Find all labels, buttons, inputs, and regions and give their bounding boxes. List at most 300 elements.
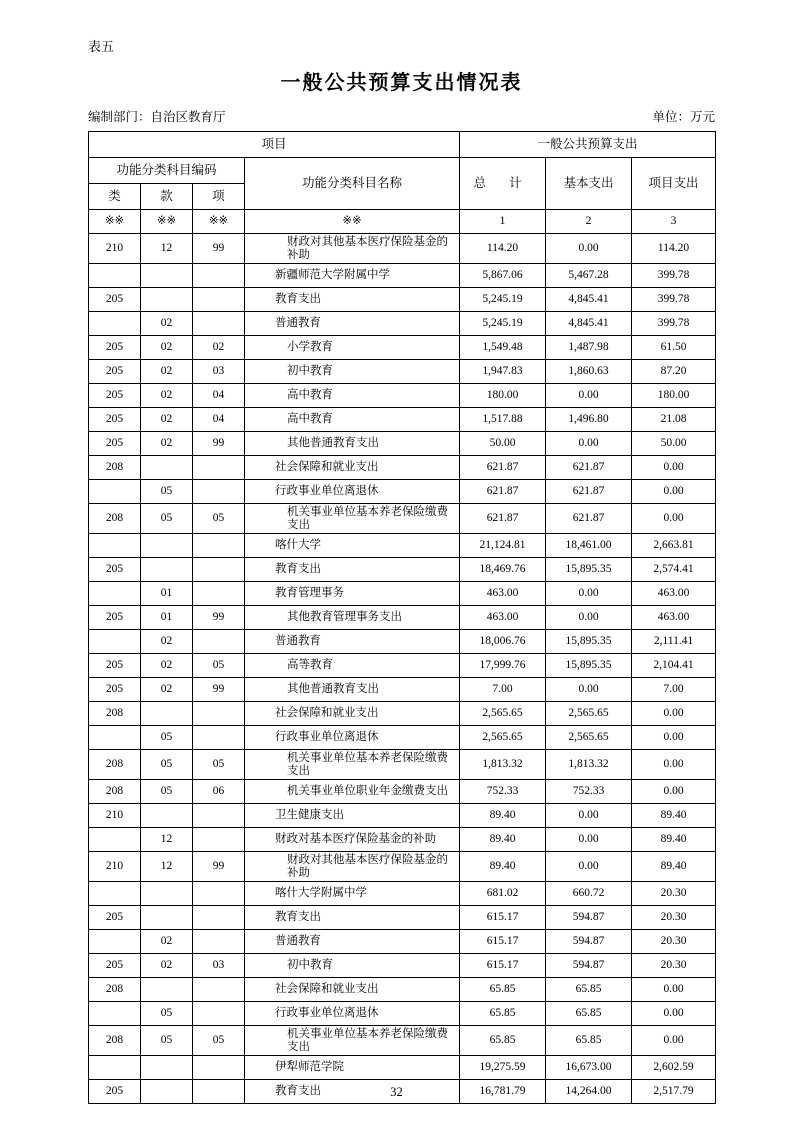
table-header <box>89 132 716 234</box>
cell-item: 399.78 <box>632 264 716 288</box>
cell-xiang <box>193 828 245 852</box>
cell-xiang <box>193 804 245 828</box>
table-row <box>89 408 716 432</box>
cell-kuan: 02 <box>141 654 193 678</box>
cell-kuan <box>141 558 193 582</box>
cell-kuan <box>141 534 193 558</box>
subject-name-text: 其他普通教育支出 <box>287 437 379 450</box>
cell-kuan <box>141 264 193 288</box>
cell-kuan: 02 <box>141 930 193 954</box>
table-body <box>89 234 716 1104</box>
cell-lei: 205 <box>89 360 141 384</box>
subject-name-text: 普通教育 <box>275 935 321 948</box>
cell-basic: 752.33 <box>546 780 632 804</box>
header-num-basic: 2 <box>546 210 632 234</box>
cell-total: 7.00 <box>460 678 546 702</box>
table-row <box>89 654 716 678</box>
cell-subject-name <box>245 504 460 534</box>
header-name-col: 功能分类科目名称 <box>245 158 460 210</box>
cell-basic: 2,565.65 <box>546 726 632 750</box>
cell-basic: 0.00 <box>546 384 632 408</box>
cell-basic: 0.00 <box>546 234 632 264</box>
cell-lei: 208 <box>89 456 141 480</box>
cell-basic: 4,845.41 <box>546 312 632 336</box>
header-mark-lei: ※※ <box>89 210 141 234</box>
table-row <box>89 1026 716 1056</box>
cell-total: 19,275.59 <box>460 1056 546 1080</box>
cell-total: 615.17 <box>460 954 546 978</box>
cell-lei: 205 <box>89 384 141 408</box>
cell-lei <box>89 882 141 906</box>
cell-lei: 210 <box>89 804 141 828</box>
table-row <box>89 906 716 930</box>
cell-kuan: 05 <box>141 780 193 804</box>
cell-total: 1,947.83 <box>460 360 546 384</box>
cell-kuan <box>141 804 193 828</box>
cell-basic: 65.85 <box>546 978 632 1002</box>
cell-item: 2,104.41 <box>632 654 716 678</box>
cell-total: 681.02 <box>460 882 546 906</box>
table-row <box>89 384 716 408</box>
cell-kuan <box>141 978 193 1002</box>
subject-name-text: 新疆师范大学附属中学 <box>275 269 390 282</box>
table-row <box>89 264 716 288</box>
cell-lei <box>89 1056 141 1080</box>
table-row <box>89 882 716 906</box>
cell-xiang: 99 <box>193 678 245 702</box>
cell-lei: 205 <box>89 1080 141 1104</box>
cell-subject-name <box>245 534 460 558</box>
header-row-subgroup <box>89 158 716 184</box>
cell-total: 615.17 <box>460 906 546 930</box>
header-code-group: 功能分类科目编码 <box>89 158 245 184</box>
cell-kuan: 05 <box>141 1026 193 1056</box>
table-row <box>89 360 716 384</box>
sheet-label: 表五 <box>88 39 115 54</box>
cell-item: 0.00 <box>632 702 716 726</box>
cell-kuan: 02 <box>141 312 193 336</box>
cell-total: 1,517.88 <box>460 408 546 432</box>
cell-lei: 205 <box>89 906 141 930</box>
cell-total: 5,245.19 <box>460 288 546 312</box>
cell-xiang <box>193 906 245 930</box>
cell-kuan: 02 <box>141 630 193 654</box>
table-row <box>89 630 716 654</box>
cell-lei <box>89 930 141 954</box>
cell-xiang: 99 <box>193 852 245 882</box>
cell-xiang <box>193 288 245 312</box>
cell-xiang <box>193 882 245 906</box>
cell-subject-name <box>245 1002 460 1026</box>
cell-subject-name <box>245 930 460 954</box>
cell-xiang: 99 <box>193 606 245 630</box>
cell-subject-name <box>245 726 460 750</box>
subject-name-text: 行政事业单位离退休 <box>275 1007 379 1020</box>
cell-lei <box>89 630 141 654</box>
cell-basic: 0.00 <box>546 432 632 456</box>
cell-kuan: 02 <box>141 954 193 978</box>
cell-xiang: 06 <box>193 780 245 804</box>
cell-basic: 660.72 <box>546 882 632 906</box>
subject-name-text: 喀什大学附属中学 <box>275 887 367 900</box>
cell-lei: 205 <box>89 558 141 582</box>
cell-item: 50.00 <box>632 432 716 456</box>
cell-subject-name <box>245 606 460 630</box>
cell-lei <box>89 582 141 606</box>
subject-name-text: 教育支出 <box>275 563 321 576</box>
cell-lei <box>89 264 141 288</box>
cell-item: 2,602.59 <box>632 1056 716 1080</box>
cell-basic: 2,565.65 <box>546 702 632 726</box>
cell-xiang: 03 <box>193 954 245 978</box>
table-row <box>89 288 716 312</box>
cell-subject-name <box>245 780 460 804</box>
cell-kuan <box>141 456 193 480</box>
cell-item: 0.00 <box>632 978 716 1002</box>
subject-name-text: 初中教育 <box>287 959 333 972</box>
subject-name-text: 高中教育 <box>287 413 333 426</box>
cell-subject-name <box>245 456 460 480</box>
cell-xiang <box>193 558 245 582</box>
cell-total: 50.00 <box>460 432 546 456</box>
cell-kuan: 05 <box>141 1002 193 1026</box>
cell-basic: 15,895.35 <box>546 630 632 654</box>
cell-item: 61.50 <box>632 336 716 360</box>
cell-xiang <box>193 630 245 654</box>
subject-name-text: 高中教育 <box>287 389 333 402</box>
cell-basic: 15,895.35 <box>546 558 632 582</box>
cell-basic: 16,673.00 <box>546 1056 632 1080</box>
table-row <box>89 750 716 780</box>
header-total-col: 总 计 <box>460 158 546 210</box>
subject-name-text: 其他普通教育支出 <box>287 683 379 696</box>
subject-name-text: 普通教育 <box>275 635 321 648</box>
cell-kuan <box>141 906 193 930</box>
cell-item: 399.78 <box>632 288 716 312</box>
cell-total: 5,867.06 <box>460 264 546 288</box>
subject-name-text: 社会保障和就业支出 <box>275 983 379 996</box>
table-row <box>89 702 716 726</box>
cell-xiang: 05 <box>193 1026 245 1056</box>
cell-xiang: 05 <box>193 750 245 780</box>
cell-xiang <box>193 312 245 336</box>
table-row <box>89 480 716 504</box>
cell-lei <box>89 828 141 852</box>
cell-total: 89.40 <box>460 828 546 852</box>
cell-subject-name <box>245 1056 460 1080</box>
cell-basic: 621.87 <box>546 480 632 504</box>
header-num-item: 3 <box>632 210 716 234</box>
cell-total: 114.20 <box>460 234 546 264</box>
cell-basic: 0.00 <box>546 804 632 828</box>
cell-subject-name <box>245 978 460 1002</box>
header-project-group: 项目 <box>89 132 460 158</box>
cell-basic: 1,487.98 <box>546 336 632 360</box>
header-num-total: 1 <box>460 210 546 234</box>
table-row <box>89 534 716 558</box>
cell-xiang <box>193 1056 245 1080</box>
cell-basic: 4,845.41 <box>546 288 632 312</box>
cell-total: 621.87 <box>460 480 546 504</box>
cell-subject-name <box>245 906 460 930</box>
cell-item: 21.08 <box>632 408 716 432</box>
cell-item: 20.30 <box>632 930 716 954</box>
cell-basic: 65.85 <box>546 1026 632 1056</box>
cell-basic: 621.87 <box>546 504 632 534</box>
cell-basic: 14,264.00 <box>546 1080 632 1104</box>
budget-table <box>88 131 716 1104</box>
cell-xiang <box>193 264 245 288</box>
cell-subject-name <box>245 336 460 360</box>
cell-subject-name <box>245 654 460 678</box>
subject-name-text: 教育支出 <box>275 293 321 306</box>
subject-name-text: 喀什大学 <box>275 539 321 552</box>
cell-basic: 5,467.28 <box>546 264 632 288</box>
table-row <box>89 606 716 630</box>
subject-name-text: 其他教育管理事务支出 <box>287 611 402 624</box>
cell-total: 21,124.81 <box>460 534 546 558</box>
header-mark-xiang: ※※ <box>193 210 245 234</box>
cell-xiang: 05 <box>193 654 245 678</box>
cell-kuan: 12 <box>141 852 193 882</box>
cell-total: 621.87 <box>460 456 546 480</box>
cell-subject-name <box>245 954 460 978</box>
cell-item: 0.00 <box>632 750 716 780</box>
department-label: 编制部门：自治区教育厅 <box>88 110 226 124</box>
table-row <box>89 678 716 702</box>
cell-subject-name <box>245 882 460 906</box>
header-row-numbering <box>89 210 716 234</box>
cell-total: 65.85 <box>460 1026 546 1056</box>
cell-kuan: 12 <box>141 234 193 264</box>
cell-item: 20.30 <box>632 882 716 906</box>
cell-item: 89.40 <box>632 828 716 852</box>
subject-name-text: 教育支出 <box>275 911 321 924</box>
cell-xiang <box>193 978 245 1002</box>
cell-total: 2,565.65 <box>460 726 546 750</box>
cell-item: 463.00 <box>632 606 716 630</box>
cell-subject-name <box>245 678 460 702</box>
cell-kuan: 02 <box>141 408 193 432</box>
cell-total: 65.85 <box>460 978 546 1002</box>
cell-basic: 594.87 <box>546 906 632 930</box>
cell-total: 1,549.48 <box>460 336 546 360</box>
cell-lei <box>89 1002 141 1026</box>
cell-total: 89.40 <box>460 804 546 828</box>
subject-name-text: 机关事业单位职业年金缴费支出 <box>287 785 448 798</box>
page-title: 一般公共预算支出情况表 <box>280 72 523 94</box>
cell-lei: 208 <box>89 978 141 1002</box>
cell-kuan <box>141 1056 193 1080</box>
cell-total: 5,245.19 <box>460 312 546 336</box>
cell-subject-name <box>245 1026 460 1056</box>
cell-lei: 208 <box>89 702 141 726</box>
cell-xiang <box>193 726 245 750</box>
header-expense-group: 一般公共预算支出 <box>460 132 716 158</box>
cell-subject-name <box>245 312 460 336</box>
cell-basic: 594.87 <box>546 930 632 954</box>
header-mark-name: ※※ <box>245 210 460 234</box>
cell-basic: 15,895.35 <box>546 654 632 678</box>
cell-item: 2,663.81 <box>632 534 716 558</box>
cell-lei <box>89 480 141 504</box>
cell-kuan: 05 <box>141 726 193 750</box>
table-row <box>89 456 716 480</box>
cell-subject-name <box>245 828 460 852</box>
cell-kuan: 01 <box>141 582 193 606</box>
unit-label: 单位：万元 <box>652 110 715 124</box>
cell-subject-name <box>245 582 460 606</box>
cell-subject-name <box>245 360 460 384</box>
cell-kuan: 01 <box>141 606 193 630</box>
header-xiang: 项 <box>193 184 245 210</box>
cell-basic: 0.00 <box>546 852 632 882</box>
subject-name-text: 教育支出 <box>275 1085 321 1098</box>
cell-item: 0.00 <box>632 1026 716 1056</box>
table-row <box>89 432 716 456</box>
cell-basic: 1,496.80 <box>546 408 632 432</box>
cell-basic: 1,860.63 <box>546 360 632 384</box>
table-row <box>89 780 716 804</box>
cell-total: 1,813.32 <box>460 750 546 780</box>
table-row <box>89 954 716 978</box>
cell-item: 0.00 <box>632 1002 716 1026</box>
cell-lei <box>89 726 141 750</box>
subject-name-text: 机关事业单位基本养老保险缴费支出 <box>287 1027 448 1053</box>
cell-item: 20.30 <box>632 954 716 978</box>
cell-item: 0.00 <box>632 504 716 534</box>
cell-xiang: 99 <box>193 234 245 264</box>
cell-item: 399.78 <box>632 312 716 336</box>
subject-name-text: 机关事业单位基本养老保险缴费支出 <box>287 751 448 777</box>
cell-lei <box>89 534 141 558</box>
table-row <box>89 804 716 828</box>
cell-xiang <box>193 480 245 504</box>
cell-kuan: 05 <box>141 504 193 534</box>
cell-item: 463.00 <box>632 582 716 606</box>
cell-kuan: 02 <box>141 336 193 360</box>
subject-name-text: 高等教育 <box>287 659 333 672</box>
cell-xiang <box>193 1002 245 1026</box>
table-row <box>89 828 716 852</box>
cell-lei: 205 <box>89 336 141 360</box>
cell-kuan: 02 <box>141 432 193 456</box>
cell-lei: 205 <box>89 678 141 702</box>
table-row <box>89 336 716 360</box>
table-row <box>89 852 716 882</box>
cell-total: 180.00 <box>460 384 546 408</box>
header-lei: 类 <box>89 184 141 210</box>
header-item-col: 项目支出 <box>632 158 716 210</box>
cell-subject-name <box>245 702 460 726</box>
cell-basic: 65.85 <box>546 1002 632 1026</box>
cell-basic: 18,461.00 <box>546 534 632 558</box>
cell-item: 0.00 <box>632 480 716 504</box>
cell-total: 18,469.76 <box>460 558 546 582</box>
cell-item: 89.40 <box>632 804 716 828</box>
cell-xiang: 03 <box>193 360 245 384</box>
cell-xiang: 04 <box>193 384 245 408</box>
cell-kuan <box>141 882 193 906</box>
cell-total: 89.40 <box>460 852 546 882</box>
cell-kuan: 05 <box>141 750 193 780</box>
header-mark-kuan: ※※ <box>141 210 193 234</box>
subject-name-text: 教育管理事务 <box>275 587 344 600</box>
subject-name-text: 机关事业单位基本养老保险缴费支出 <box>287 505 448 531</box>
cell-xiang <box>193 930 245 954</box>
table-row <box>89 234 716 264</box>
cell-total: 2,565.65 <box>460 702 546 726</box>
cell-total: 16,781.79 <box>460 1080 546 1104</box>
cell-xiang: 99 <box>193 432 245 456</box>
cell-kuan: 12 <box>141 828 193 852</box>
cell-total: 17,999.76 <box>460 654 546 678</box>
subject-name-text: 普通教育 <box>275 317 321 330</box>
cell-total: 463.00 <box>460 606 546 630</box>
cell-subject-name <box>245 288 460 312</box>
cell-xiang <box>193 702 245 726</box>
cell-kuan: 02 <box>141 360 193 384</box>
cell-subject-name <box>245 804 460 828</box>
cell-item: 0.00 <box>632 780 716 804</box>
cell-kuan: 02 <box>141 678 193 702</box>
cell-kuan: 05 <box>141 480 193 504</box>
cell-xiang: 05 <box>193 504 245 534</box>
cell-kuan <box>141 702 193 726</box>
cell-total: 615.17 <box>460 930 546 954</box>
cell-xiang: 02 <box>193 336 245 360</box>
cell-lei: 208 <box>89 780 141 804</box>
subject-name-text: 社会保障和就业支出 <box>275 461 379 474</box>
cell-total: 752.33 <box>460 780 546 804</box>
cell-lei: 210 <box>89 234 141 264</box>
subject-name-text: 卫生健康支出 <box>275 809 344 822</box>
cell-lei: 208 <box>89 1026 141 1056</box>
cell-lei: 205 <box>89 606 141 630</box>
table-row <box>89 1002 716 1026</box>
cell-item: 180.00 <box>632 384 716 408</box>
cell-total: 463.00 <box>460 582 546 606</box>
subject-name-text: 行政事业单位离退休 <box>275 485 379 498</box>
table-row <box>89 930 716 954</box>
cell-subject-name <box>245 630 460 654</box>
cell-item: 2,517.79 <box>632 1080 716 1104</box>
cell-item: 0.00 <box>632 456 716 480</box>
cell-lei: 205 <box>89 954 141 978</box>
cell-xiang <box>193 534 245 558</box>
table-row <box>89 978 716 1002</box>
header-row-group <box>89 132 716 158</box>
cell-subject-name <box>245 480 460 504</box>
cell-lei: 205 <box>89 288 141 312</box>
cell-lei: 210 <box>89 852 141 882</box>
cell-item: 7.00 <box>632 678 716 702</box>
subject-name-text: 财政对其他基本医疗保险基金的补助 <box>287 235 448 261</box>
cell-lei: 208 <box>89 504 141 534</box>
meta-row <box>88 107 715 125</box>
header-basic-col: 基本支出 <box>546 158 632 210</box>
cell-basic: 0.00 <box>546 606 632 630</box>
cell-lei <box>89 312 141 336</box>
cell-subject-name <box>245 234 460 264</box>
page-number: 32 <box>390 1085 403 1099</box>
cell-basic: 0.00 <box>546 582 632 606</box>
cell-subject-name <box>245 750 460 780</box>
subject-name-text: 初中教育 <box>287 365 333 378</box>
cell-item: 20.30 <box>632 906 716 930</box>
table-row <box>89 504 716 534</box>
cell-item: 114.20 <box>632 234 716 264</box>
